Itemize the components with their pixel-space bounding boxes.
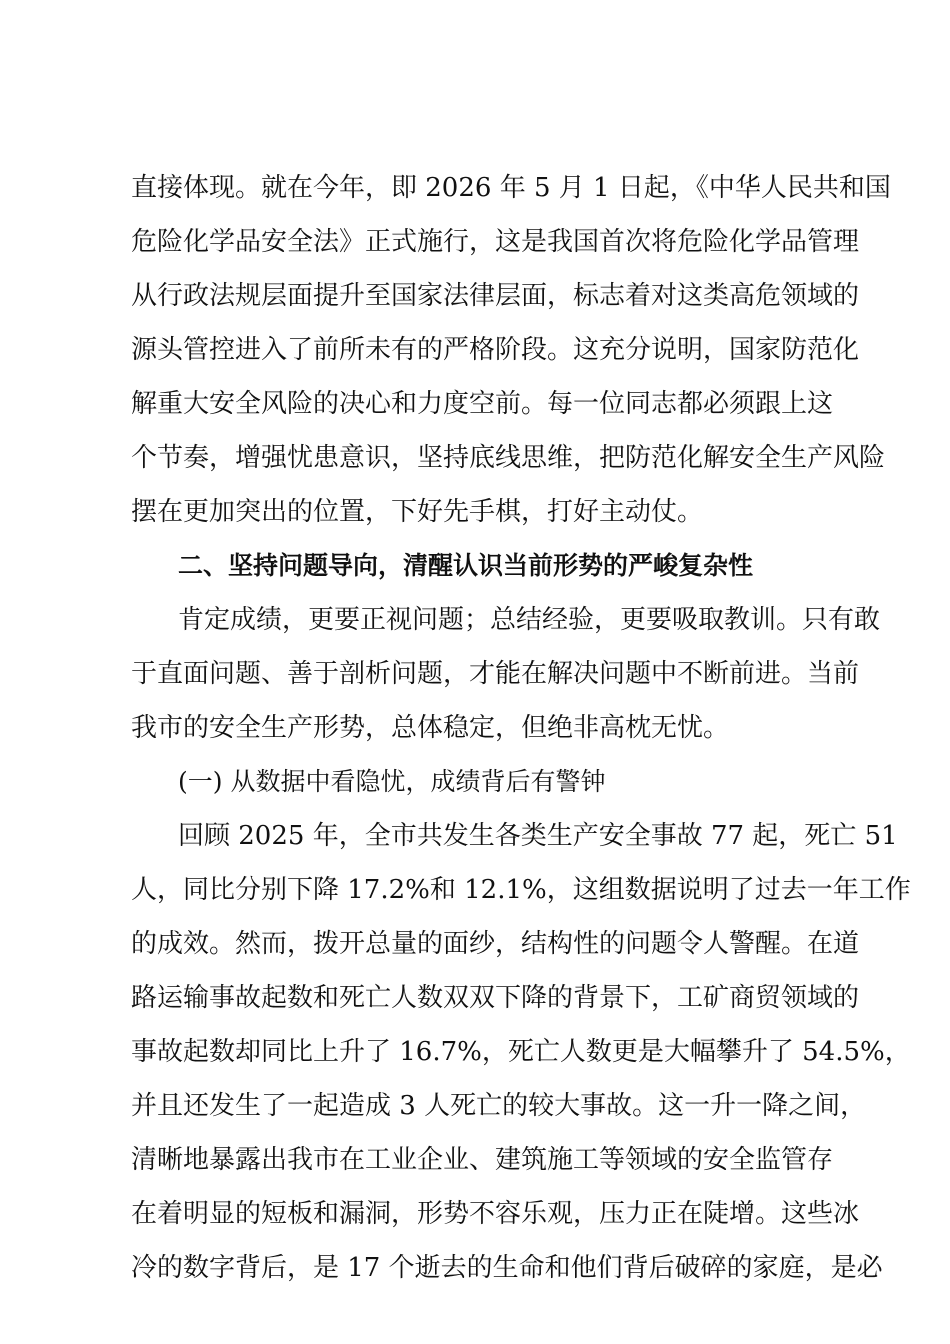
para3-line-9: 冷的数字背后，是 17 个逝去的生命和他们背后破碎的家庭，是必 bbox=[131, 1253, 883, 1283]
para1-line-3: 从行政法规层面提升至国家法律层面，标志着对这类高危领域的 bbox=[131, 281, 860, 311]
para3-line-7: 清晰地暴露出我市在工业企业、建筑施工等领域的安全监管存 bbox=[131, 1145, 834, 1175]
para3-line-4: 路运输事故起数和死亡人数双双下降的背景下，工矿商贸领域的 bbox=[131, 983, 860, 1013]
para3-line-8: 在着明显的短板和漏洞，形势不容乐观，压力正在陡增。这些冰 bbox=[131, 1199, 860, 1229]
para1-line-6: 个节奏，增强忧患意识，坚持底线思维，把防范化解安全生产风险 bbox=[131, 443, 886, 473]
para2-line-2: 于直面问题、善于剖析问题，才能在解决问题中不断前进。当前 bbox=[131, 659, 860, 689]
para3-line-5: 事故起数却同比上升了 16.7%，死亡人数更是大幅攀升了 54.5%， bbox=[131, 1037, 911, 1067]
para3-line-2: 人，同比分别下降 17.2%和 12.1%，这组数据说明了过去一年工作 bbox=[131, 875, 911, 905]
para3-line-3: 的成效。然而，拨开总量的面纱，结构性的问题令人警醒。在道 bbox=[131, 929, 860, 959]
para1-line-1: 直接体现。就在今年，即 2026 年 5 月 1 日起，《中华人民共和国 bbox=[131, 173, 891, 203]
para3-line-1: 回顾 2025 年，全市共发生各类生产安全事故 77 起，死亡 51 bbox=[178, 821, 898, 851]
section-heading-2: 二、坚持问题导向，清醒认识当前形势的严峻复杂性 bbox=[178, 551, 754, 580]
para1-line-4: 源头管控进入了前所未有的严格阶段。这充分说明，国家防范化 bbox=[131, 335, 860, 365]
para2-line-3: 我市的安全生产形势，总体稳定，但绝非高枕无忧。 bbox=[131, 713, 730, 743]
subsection-heading-1: (一) 从数据中看隐忧，成绩背后有警钟 bbox=[178, 767, 606, 796]
para1-line-7: 摆在更加突出的位置，下好先手棋，打好主动仗。 bbox=[131, 497, 704, 527]
para2-line-1: 肯定成绩，更要正视问题；总结经验，更要吸取教训。只有敢 bbox=[178, 605, 881, 635]
para1-line-5: 解重大安全风险的决心和力度空前。每一位同志都必须跟上这 bbox=[131, 389, 834, 419]
para1-line-2: 危险化学品安全法》正式施行，这是我国首次将危险化学品管理 bbox=[131, 227, 860, 257]
para3-line-6: 并且还发生了一起造成 3 人死亡的较大事故。这一升一降之间， bbox=[131, 1091, 867, 1121]
